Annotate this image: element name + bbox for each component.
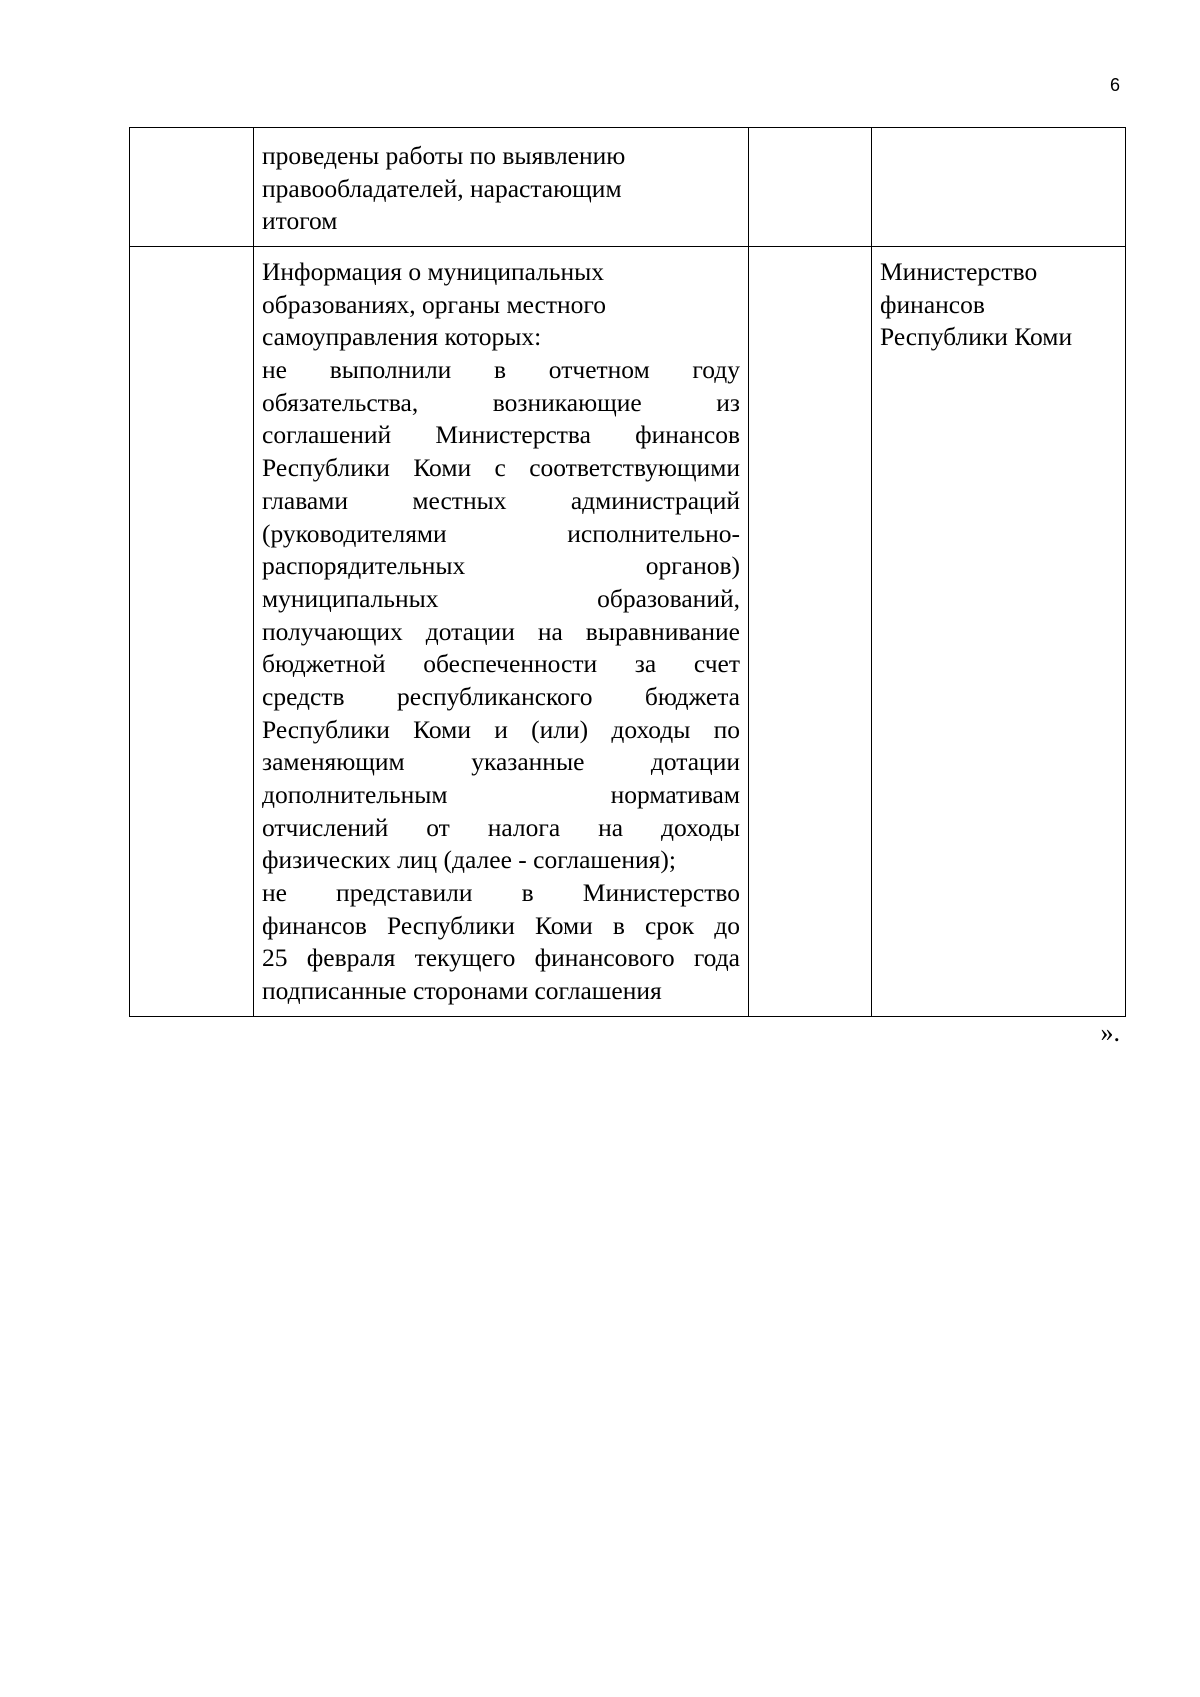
text-line: 25 февраля текущего финансового года (262, 943, 740, 973)
table-cell-responsible (872, 247, 1126, 1017)
text-line: не выполнили в отчетном году (262, 355, 740, 385)
table-cell-description (254, 128, 749, 247)
row-description-text: проведены работы по выявлению правообладателей, нарастающим итогом (262, 141, 626, 236)
page-number: 6 (1109, 75, 1120, 95)
document-table (129, 127, 1126, 1017)
text-line: главами местных администраций (262, 485, 740, 515)
text-line: получающих дотации на выравнивание (262, 616, 740, 646)
text-line: не представили в Министерство (262, 878, 740, 908)
table-cell-responsible (872, 128, 1126, 247)
text-line: соглашений Министерства финансов (262, 420, 740, 450)
text-line: Республики Коми с соответствующими (262, 453, 740, 483)
text-line: подписанные сторонами соглашения (262, 976, 662, 1006)
text-line: бюджетной обеспеченности за счет (262, 649, 740, 679)
closing-quote-mark: ». (1100, 1018, 1120, 1047)
responsible-authority-text: Министерство финансов Республики Коми (880, 257, 1073, 352)
table-row (130, 247, 1126, 1017)
text-line: (руководителями исполнительно- (262, 518, 740, 548)
table-row (130, 128, 1126, 247)
description-lines-block (262, 354, 740, 1008)
table-cell-empty (749, 128, 872, 247)
text-line: муниципальных образований, (262, 583, 740, 613)
text-line: заменяющим указанные дотации (262, 747, 740, 777)
text-line: распорядительных органов) (262, 551, 740, 581)
text-line: Республики Коми и (или) доходы по (262, 714, 740, 744)
text-line: обязательства, возникающие из (262, 387, 740, 417)
text-line: финансов Республики Коми в срок до (262, 910, 740, 940)
text-line: средств республиканского бюджета (262, 681, 740, 711)
table-cell-empty (749, 247, 872, 1017)
text-line: физических лиц (далее - соглашения); (262, 845, 676, 875)
description-intro: Информация о муниципальных образованиях, органы местного самоуправления которых: (262, 257, 606, 352)
table-cell-empty (130, 247, 254, 1017)
text-line: отчислений от налога на доходы (262, 812, 740, 842)
row-description-text (254, 247, 748, 1008)
table-cell-description (254, 247, 749, 1017)
text-line: дополнительным нормативам (262, 780, 740, 810)
table-cell-empty (130, 128, 254, 247)
